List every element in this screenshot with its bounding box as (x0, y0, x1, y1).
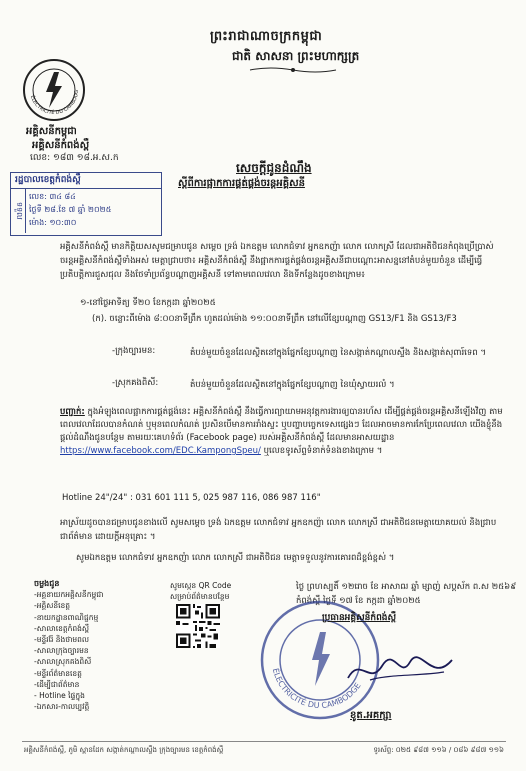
solar-date: កំពង់ស្ពឺ ថ្ងៃទី ១៧ ខែ កក្កដា ឆ្នាំ២០២៥ (296, 596, 421, 606)
area-value-1: តំបន់មួយចំនួនដែលស្ថិតនៅក្នុងផ្នែកខ្សែបណ្តាញ នៃសង្កាត់កណ្តាលស្ទឹង និងសង្កាត់សុពារ៍ទេព ។ (190, 348, 486, 358)
facebook-link[interactable]: https://www.facebook.com/EDC.KampongSpeu/ (60, 446, 261, 456)
facebook-suffix: ឬលេខទូរស័ព្ទទំនាក់ទំនងខាងក្រោម ។ (263, 446, 383, 456)
list-item: -សាលាក្រុងច្បារមន (34, 646, 89, 656)
signatory-name: ខូត.អគក្សា (350, 710, 392, 721)
list-item: -សាលាខេត្តកំពង់ស្ពឺ (34, 623, 90, 633)
area-value-2: តំបន់មួយចំនួនដែលស្ថិតនៅក្នុងផ្នែកខ្សែបណ្តាញ នៃឃុំស្វាយរលំ ។ (190, 380, 395, 390)
stamp-number: លេខ: ៣៤ ៨៤ (29, 192, 76, 201)
time-item: (ក). ចន្លោះពីម៉ោង ៨:០០នាទីព្រឹក ហូតដល់ម៉ោង ១១:០០នាទីព្រឹក នៅលើខ្សែបណ្តាញ GS13/F1 និង GS13/F3 (92, 314, 457, 324)
list-item: -ដើម្បីជាព័ត៌មាន (34, 679, 80, 689)
signatory-title: ប្រធានអគ្គិសនីកំពង់ស្ពឺ (322, 613, 397, 623)
date-item: ១-នៅថ្ងៃអាទិត្យ ទី២០ ខែកក្កដា ឆ្នាំ២០២៥ (80, 298, 216, 308)
subject-line: ស្តីពីការផ្អាកការផ្គត់ផ្គង់ចរន្តអគ្គិសនី (178, 178, 305, 189)
note-text: ក្នុងអំឡុងពេលផ្អាកការផ្គត់ផ្គង់នេះ អគ្គិសនីកំពង់ស្ពឺ នឹងធ្វើការព្យាយាមអនុវត្តការងារឲ្យបានរហ័ស ដើម្បីផ្គត់ផ្គង់ចរន្តអគ្គិសនីឡើងវិញ តាមពេលវេលាដែលបានកំណត់ ឬមុនពេលកំណត់ ប្រសិនបើមានការរាំងស្ទះ ឬបញ្ហាបច្ចេកទេសផ្សេងៗ ដែលអាចមានការកែប្រែពេលវេលា យើងខ្ញុំនឹងផ្តល់ដំណឹងជូនបន្ថែម តាមរយៈគេហទំព័រ (Facebook page) របស់អគ្គិសនីកំពង់ស្ពឺ ដែលមានអាសយដ្ឋាន (60, 407, 503, 443)
org-name-branch: អគ្គិសនីកំពង់ស្ពឺ (32, 140, 90, 151)
area-label-1: -ក្រុងច្បារមន: (112, 346, 156, 356)
note-paragraph (60, 406, 504, 458)
hotline-numbers: Hotline 24"/24" : 031 601 111 5, 025 987 116, 086 987 116" (62, 493, 321, 503)
seal-ring-text: ÉLECTRICITÉ DU CAMBODGE (270, 667, 363, 711)
list-item: -មន្ទីររ៉ែ និងថាមពល (34, 635, 90, 645)
list-item: -ឯកសារ-កាលប្បវត្តិ (34, 702, 90, 712)
lunar-date: ថ្ងៃ ព្រហស្បតិ៍ ១២រោច ខែ អាសាឍ ឆ្នាំ ម្សាញ់ សប្តស័ក ព.ស ២៥៦៩ (296, 582, 517, 592)
logo-ring-text: ÉLECTRICITÉ DU CAMBODG (28, 89, 81, 117)
qr-label-line-2: សម្រាប់ព័ត៌មានបន្ថែម (170, 592, 230, 601)
motto-heading: ជាតិ សាសនា ព្រះមហាក្សត្រ (232, 49, 360, 63)
handwritten-signature (340, 650, 460, 690)
list-item: -អគ្គិសនីខេត្ត (34, 601, 71, 611)
footer-address: អគ្គិសនីកំពង់ស្ពឺ, ភូមិ ស្ពានដែក សង្កាត់កណ្តាលស្ទឹង ក្រុងច្បារមន ខេត្តកំពង់ស្ពឺ (24, 746, 224, 754)
ornament-divider (248, 66, 338, 74)
page-title: សេចក្តីជូនដំណឹង (236, 161, 312, 175)
note-label: បញ្ជាក់: (60, 407, 85, 417)
footer-divider (22, 741, 506, 742)
footer-phone: ទូរស័ព្ទ: ០២៥ ៩៨៧ ១១៦ / ០៨៦ ៩៨៧ ១១៦ (373, 746, 504, 754)
list-item: -នាយកដ្ឋានពាណិជ្ជកម្ម (34, 612, 99, 622)
regards-line: សូមឯកឧត្តម លោកជំទាវ អ្នកឧកញ៉ា លោក លោកស្រី ជាអតិថិជន មេត្តាទទួលនូវការគោរពដ៏ខ្ពង់ខ្ពស់ ។ (76, 553, 395, 563)
list-item: -មន្ទីរព័ត៌មានខេត្ត (34, 668, 82, 678)
org-name-primary: អគ្គិសនីកម្ពុជា (26, 126, 77, 137)
list-item: -អគ្គនាយកអគ្គិសនីកម្ពុជា (34, 590, 104, 600)
list-item: - Hotline ផ្ទៃក្នុង (34, 691, 85, 701)
reference-number: លេខ: ១៨៣ ១៨.អ.ស.ក (30, 153, 119, 163)
stamp-date: ថ្ងៃទី ២៨.ខែ ៧ ឆ្នាំ ២០២៥ (29, 205, 112, 214)
qr-label-line-1: សូមស្កេន QR Code (170, 581, 232, 590)
list-item: -សាលាស្រុកគងពិសី (34, 657, 92, 667)
qr-label (170, 580, 231, 602)
qr-code-icon[interactable] (176, 604, 220, 648)
footer (24, 746, 504, 756)
stamp-title: រដ្ឋបាលខេត្តកំពង់ស្ពឺ (11, 173, 161, 189)
copies-list (34, 578, 144, 712)
intro-paragraph: អគ្គិសនីកំពង់ស្ពឺ មានកិត្តិយសសូមជម្រាបជូន សម្តេច ទ្រង់ ឯកឧត្តម លោកជំទាវ អ្នកឧកញ៉ា លោក លោកស្រី ដែលជាអតិថិជនកំពុងប្រើប្រាស់ចរន្តអគ្គិសនីកំពង់ស្ពឺទាំងអស់ មេត្តាជ្រាបថា៖ អគ្គិសនីកំពង់ស្ពឺ នឹងផ្អាកការផ្គត់ផ្គង់ចរន្តអគ្គិសនីជាបណ្តោះអាសន្ននៅតំបន់មួយចំនួន ដើម្បីធ្វើប្រតិបត្តិការជួសជុល និងថែទាំប្រព័ន្ធបណ្តាញអគ្គិសនី ទៅតាមពេលវេលា និងទីកន្លែងដូចខាងក្រោម៖ (60, 242, 494, 280)
stamp-side-label: ទទួល (11, 189, 26, 233)
copies-heading: ចម្លងជូន (34, 579, 60, 588)
kingdom-heading: ព្រះរាជាណាចក្រកម្ពុជា (210, 29, 323, 44)
stamp-time: ម៉ោង: ១០:៣០ (29, 218, 77, 227)
edc-logo-icon (22, 58, 86, 122)
received-stamp (10, 172, 162, 236)
area-label-2: -ស្រុកគងពិសី: (112, 378, 159, 388)
closing-paragraph: អាស្រ័យដូចបានជម្រាបជូនខាងលើ សូមសម្តេច ទ្រង់ ឯកឧត្តម លោកជំទាវ អ្នកឧកញ៉ា លោក លោកស្រី ជាអតិថិជនមេត្តាយោគយល់ និងជ្រាបជាព័ត៌មាន ដោយក្តីអនុគ្រោះ ។ (60, 518, 497, 542)
